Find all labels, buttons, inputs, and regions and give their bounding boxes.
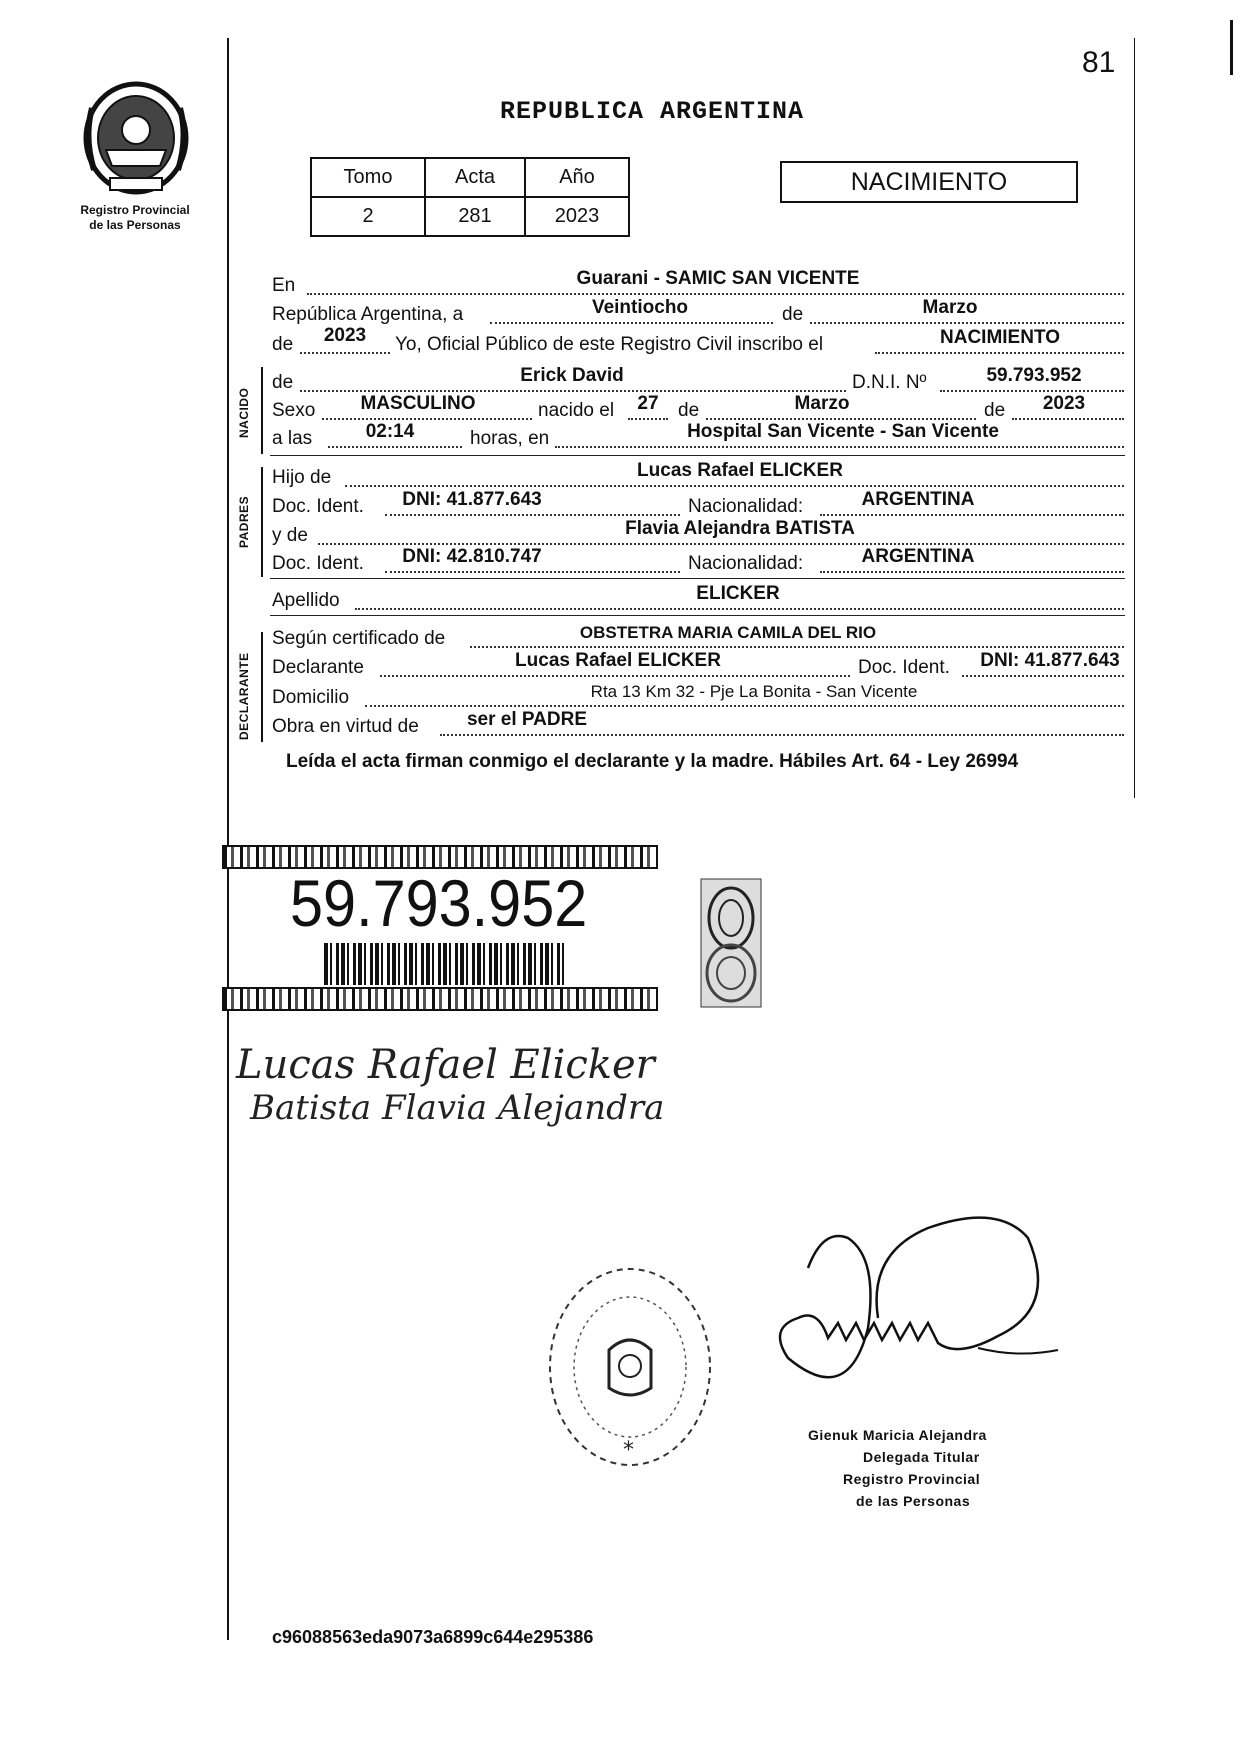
id-label xyxy=(222,845,654,1007)
dots xyxy=(385,514,680,516)
dots xyxy=(470,646,1124,648)
field-lugar-nac: Hospital San Vicente - San Vicente xyxy=(687,421,999,442)
field-nac-anio: 2023 xyxy=(1042,393,1086,414)
document-hash: c96088563eda9073a6899c644e295386 xyxy=(272,1627,594,1647)
field-sexo: MASCULINO xyxy=(360,393,476,414)
document-title: REPUBLICA ARGENTINA xyxy=(500,97,805,126)
right-margin-rule xyxy=(1134,38,1135,798)
left-margin-rule xyxy=(227,38,229,1640)
nacido-bracket xyxy=(261,367,263,454)
dots xyxy=(345,485,1124,487)
handwritten-declarante: Lucas Rafael Elicker xyxy=(236,1042,655,1088)
label-de: de xyxy=(782,304,804,325)
official-block xyxy=(808,1424,987,1512)
label-doc-ident: Doc. Ident. xyxy=(858,657,950,678)
label-y-de: y de xyxy=(272,525,308,546)
field-tipo: NACIMIENTO xyxy=(940,327,1060,348)
page-number: 81 xyxy=(1082,46,1116,79)
separator-3 xyxy=(270,615,1125,616)
field-padre-doc: DNI: 41.877.643 xyxy=(402,489,542,510)
label-sexo: Sexo xyxy=(272,400,316,421)
label-domicilio: Domicilio xyxy=(272,687,350,708)
official-org-1: Registro Provincial xyxy=(843,1471,981,1487)
dots xyxy=(820,514,1124,516)
dots xyxy=(1012,418,1124,420)
label-nacionalidad: Nacionalidad: xyxy=(688,553,804,574)
handwritten-madre: Batista Flavia Alejandra xyxy=(250,1088,665,1128)
field-dni: 59.793.952 xyxy=(986,365,1082,386)
label-doc-ident: Doc. Ident. xyxy=(272,496,364,517)
field-domicilio: Rta 13 Km 32 - Pje La Bonita - San Vicente xyxy=(590,682,918,701)
field-anio: 2023 xyxy=(323,325,367,346)
field-padre-nac: ARGENTINA xyxy=(861,489,975,510)
dots xyxy=(628,418,668,420)
official-role: Delegada Titular xyxy=(863,1449,980,1465)
field-certificado: OBSTETRA MARIA CAMILA DEL RIO xyxy=(579,623,877,642)
dots xyxy=(440,734,1124,736)
field-lugar: Guarani - SAMIC SAN VICENTE xyxy=(576,268,860,289)
label-hijo-de: Hijo de xyxy=(272,467,332,488)
dots xyxy=(810,322,1124,324)
label-de: de xyxy=(678,400,700,421)
field-apellido: ELICKER xyxy=(696,583,780,604)
label-en: En xyxy=(272,275,296,296)
header-acta: Acta xyxy=(425,158,525,197)
field-madre-doc: DNI: 42.810.747 xyxy=(402,546,542,567)
label-republica: República Argentina, a xyxy=(272,304,464,325)
label-de: de xyxy=(272,334,294,355)
registry-table xyxy=(310,157,630,237)
dots xyxy=(318,543,1124,545)
section-padres: PADRES xyxy=(237,495,251,548)
separator-1 xyxy=(270,455,1125,456)
official-org-2: de las Personas xyxy=(856,1493,971,1509)
label-obra: Obra en virtud de xyxy=(272,716,419,737)
field-nombre: Erick David xyxy=(520,365,624,386)
dots xyxy=(355,608,1124,610)
closing-text: Leída el acta firman conmigo el declarante y la madre. Hábiles Art. 64 - Ley 26994 xyxy=(286,751,1019,772)
field-obra: ser el PADRE xyxy=(466,709,588,730)
field-madre: Flavia Alejandra BATISTA xyxy=(625,518,855,539)
header-tomo: Tomo xyxy=(311,158,425,197)
field-padre: Lucas Rafael ELICKER xyxy=(637,460,843,481)
label-dni: D.N.I. Nº xyxy=(852,372,927,393)
field-mes: Marzo xyxy=(922,297,978,318)
official-stamp xyxy=(545,1262,715,1472)
dots xyxy=(380,675,850,677)
dots xyxy=(328,446,462,448)
field-madre-nac: ARGENTINA xyxy=(861,546,975,567)
field-nac-dia: 27 xyxy=(637,393,659,414)
value-tomo: 2 xyxy=(311,197,425,236)
edge-mark xyxy=(1230,20,1233,75)
doc-type: NACIMIENTO xyxy=(850,168,1008,196)
dots xyxy=(940,390,1124,392)
field-hora: 02:14 xyxy=(365,421,415,442)
label-segun: Según certificado de xyxy=(272,628,446,649)
field-dia-letras: Veintiocho xyxy=(591,297,689,318)
dots xyxy=(365,705,1124,707)
label-apellido: Apellido xyxy=(272,590,340,611)
value-acta: 281 xyxy=(425,197,525,236)
security-hologram-icon xyxy=(700,878,762,1008)
dots xyxy=(490,322,773,324)
dots xyxy=(307,293,1124,295)
official-name: Gienuk Maricia Alejandra xyxy=(808,1427,987,1443)
signature xyxy=(728,1208,1118,1458)
dots xyxy=(820,571,1124,573)
field-declarante: Lucas Rafael ELICKER xyxy=(515,650,721,671)
label-doc-ident: Doc. Ident. xyxy=(272,553,364,574)
barcode xyxy=(324,943,564,985)
label-de: de xyxy=(984,400,1006,421)
section-nacido: NACIDO xyxy=(237,387,251,438)
dots xyxy=(300,352,390,354)
crest-caption-line2: de las Personas xyxy=(89,218,181,232)
header-anio: Año xyxy=(525,158,629,197)
label-de: de xyxy=(272,372,294,393)
dots xyxy=(875,352,1124,354)
guilloche-band-bottom xyxy=(222,987,658,1011)
doc-type-box xyxy=(780,161,1078,203)
field-nac-mes: Marzo xyxy=(794,393,850,414)
label-horas-en: horas, en xyxy=(470,428,550,449)
id-number: 59.793.952 xyxy=(290,866,588,940)
dots xyxy=(962,675,1124,677)
dots xyxy=(555,446,1124,448)
label-nacido-el: nacido el xyxy=(538,400,615,421)
padres-bracket xyxy=(261,467,263,577)
svg-text:*: * xyxy=(623,1438,634,1463)
declarante-bracket xyxy=(261,632,263,742)
field-declarante-doc: DNI: 41.877.643 xyxy=(980,650,1120,671)
label-nacionalidad: Nacionalidad: xyxy=(688,496,804,517)
crest-caption xyxy=(40,203,230,233)
dots xyxy=(300,390,846,392)
value-anio: 2023 xyxy=(525,197,629,236)
label-yo: Yo, Oficial Público de este Registro Civil inscribo el xyxy=(395,334,824,355)
dots xyxy=(322,418,532,420)
dots xyxy=(706,418,976,420)
label-declarante: Declarante xyxy=(272,657,364,678)
crest-caption-line1: Registro Provincial xyxy=(80,203,190,217)
province-crest xyxy=(80,78,192,198)
separator-2 xyxy=(270,578,1125,579)
label-a-las: a las xyxy=(272,428,313,449)
section-declarante: DECLARANTE xyxy=(237,652,251,740)
dots xyxy=(385,571,680,573)
